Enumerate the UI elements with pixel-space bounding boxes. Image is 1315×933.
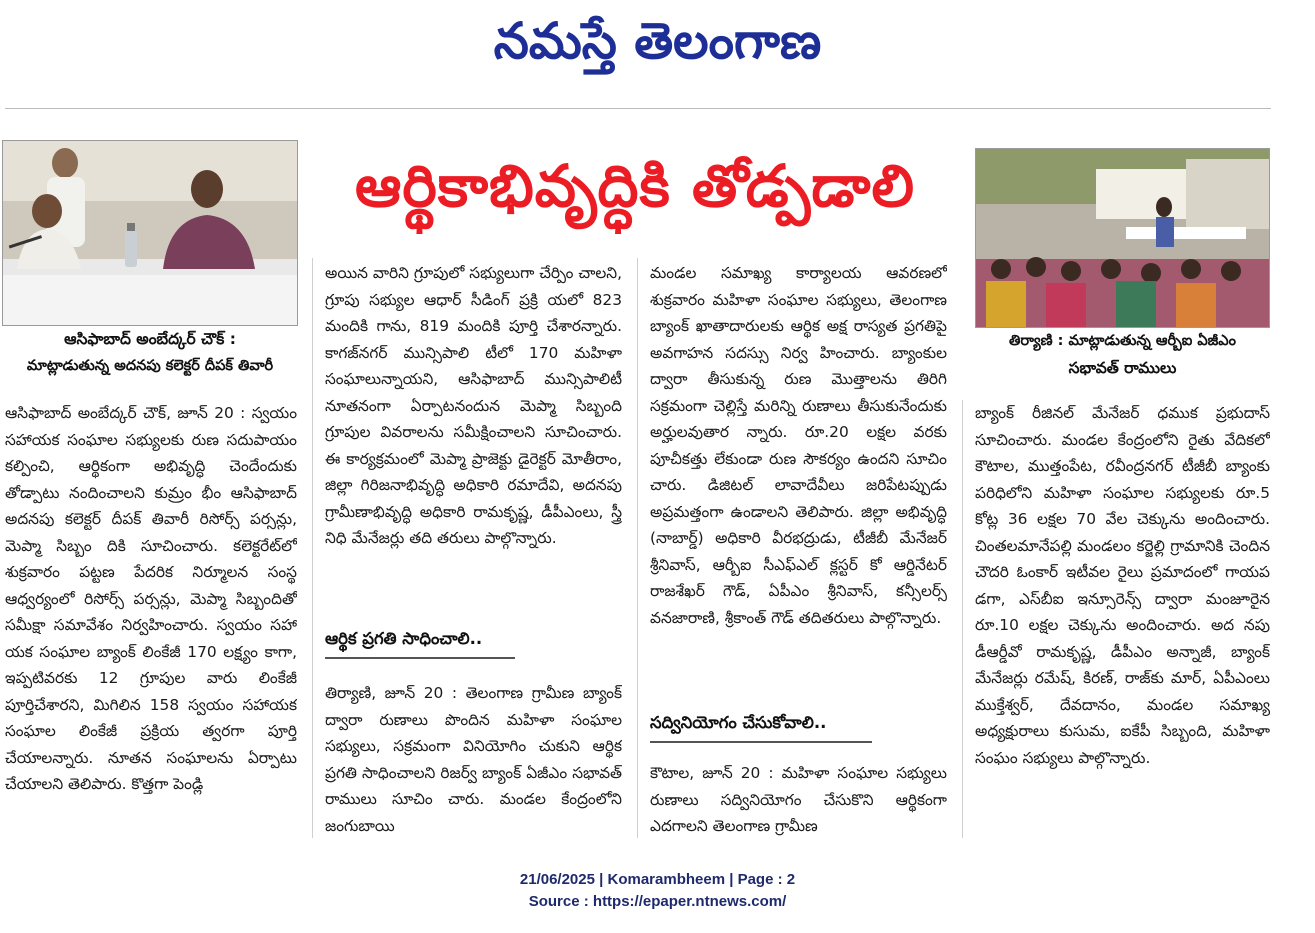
column-divider: [962, 400, 963, 838]
subheading-utilize: సద్వినియోగం చేసుకోవాలి..: [650, 713, 827, 732]
footer-date-edition: 21/06/2025 | Komarambheem | Page : 2: [519, 871, 796, 888]
subheading-economic-progress: ఆర్థిక ప్రగతి సాధించాలి..: [325, 629, 483, 648]
subheading-underline: [650, 741, 872, 743]
subheading-underline: [325, 657, 515, 659]
caption-right-line2: సభావత్ రాములు: [1068, 359, 1177, 377]
photo-right: [975, 148, 1270, 328]
caption-left-line1: ఆసిఫాబాద్ అంబేద్కర్ చౌక్ :: [64, 330, 236, 348]
masthead-divider: [5, 108, 1271, 109]
photo-left-caption: [2, 326, 298, 380]
article-column-4: బ్యాంక్ రీజినల్ మేనేజర్ ధముక ప్రభుదాస్ సూచించారు. మండల కేంద్రంలోని రైతు వేదికలో కౌటాల, ముత్తంపేట, రవీంద్రనగర్ టీజీబీ బ్యాంకు పరిధిలోని మహిళా సంఘాల సభ్యులకు రూ.5 కోట్ల 36 లక్షల 70 వేల చెక్కును అందించారు. చింతలమానేపల్లి మండలం కర్జెల్లి గ్రామానికి చెందిన చౌదరి ఓంకార్ ఇటీవల రైలు ప్రమాదంలో గాయప డగా, ఎస్‌బీఐ ఇన్సూరెన్స్ ద్వారా మంజూరైన రూ.10 లక్షల చెక్కును అందించారు. అద నపు డీఆర్డీవో రామకృష్ణ, డీపీఎం అన్నాజీ, బ్యాంక్ మేనేజర్లు రమేష్, కిరణ్, రాజ్‌కు మార్, ఏపీఎంలు ముక్తేశ్వర్, దేవదానం, మండల సమాఖ్య అధ్యక్షురాలు కుసుమ, ఐకేపీ సిబ్బంది, మహిళా సంఘం సభ్యులు పాల్గొన్నారు.: [975, 404, 1270, 767]
footer-source-link[interactable]: Source : https://epaper.ntnews.com/: [528, 893, 787, 910]
newspaper-masthead: నమస్తే తెలంగాణ: [493, 12, 822, 70]
photo-left: [2, 140, 298, 326]
caption-left-line2: మాట్లాడుతున్న అదనపు కలెక్టర్ దీపక్ తివారీ: [26, 358, 274, 374]
column-divider: [312, 258, 313, 838]
article-column-2-top: అయిన వారిని గ్రూపులో సభ్యులుగా చేర్పిం చాలని, గ్రూపు సభ్యుల ఆధార్ సీడింగ్ ప్రక్రి యలో 823 మందికి గాను, 819 మందికి పూర్తి చేశారన్నారు. కాగజ్‌నగర్ మున్సిపాలి టీలో 170 మహిళా సంఘాలున్నాయని, ఆసిఫాబాద్ మున్సిపాలిటీ నూతనంగా ఏర్పాటనందున మెప్మా సిబ్బంది గ్రూపుల వివరాలను సమీక్షించాలని సూచించారు. ఈ కార్యక్రమంలో మెప్మా ప్రాజెక్టు డైరెక్టర్ మోతీరాం, జిల్లా గిరిజనాభివృద్ధి అధికారి రమాదేవి, అదనపు గ్రామీణాభివృద్ధి అధికారి రామకృష్ణ, డీపీఎంలు, స్త్రీ నిధి మేనేజర్లు తది తరులు పాల్గొన్నారు.: [325, 264, 622, 547]
headline: ఆర్థికాభివృద్ధికి తోడ్పడాలి: [355, 152, 915, 220]
article-column-3-top: మండల సమాఖ్య కార్యాలయ ఆవరణలో శుక్రవారం మహిళా సంఘాల సభ్యులు, తెలంగాణ బ్యాంక్ ఖాతాదారులకు ఆర్థిక అక్ష రాస్యత ప్రగతిపై అవగాహన సదస్సు నిర్వ హించారు. బ్యాంకుల ద్వారా తీసుకున్న రుణ మొత్తాలను తిరిగి సక్రమంగా చెల్లిస్తే మరిన్ని రుణాలు తీసుకునేందుకు అర్హులవుతార న్నారు. రూ.20 లక్షల వరకు పూచీకత్తు లేకుండా రుణ సౌకర్యం ఉందని సూచిం చారు. డిజిటల్ లావాదేవీలు జరిపేటప్పుడు అప్రమత్తంగా ఉండాలని తెలిపారు. జిల్లా అభివృద్ధి (నాబార్డ్) అధికారి వీరభద్రుడు, టీజీబీ మేనేజర్ శ్రీనివాస్, ఆర్బీఐ సీఎఫ్‌ఎల్ క్లస్టర్ కో ఆర్డినేటర్ రాజశేఖర్ గౌడ్, ఏపీఎం శ్రీనివాస్, కన్సీలర్స్ వనజారాణి, శ్రీకాంత్ గౌడ్ తదితరులు పాల్గొన్నారు.: [650, 264, 947, 627]
article-column-1: ఆసిఫాబాద్ అంబేద్కర్ చౌక్, జూన్ 20 : స్వయం సహాయక సంఘాల సభ్యులకు రుణ సదుపాయం కల్పించి, ఆర్థికంగా అభివృద్ధి చెందేందుకు తోడ్పాటు నందించాలని కుమ్రం భీం ఆసిఫాబాద్ అదనపు కలెక్టర్ దీపక్ తివారీ రిసోర్స్ పర్సన్లు, మెప్మా సిబ్బం దికి సూచించారు. కలెక్టరేట్‌లో శుక్రవారం పట్టణ పేదరిక నిర్మూలన సంస్థ ఆధ్వర్యంలో రిసోర్స్ పర్సన్లు, మెప్మా సిబ్బందితో సమీక్షా సమావేశం నిర్వహించారు. స్వయం సహా యక సంఘాల బ్యాంక్ లింకేజీ 170 లక్ష్యం కాగా, ఇప్పటివరకు 12 గ్రూపుల వారు లింకేజీ పూర్తిచేశారని, మిగిలిన 158 స్వయం సహాయక సంఘాల లింకేజీ ప్రక్రియ త్వరగా పూర్తి చేయాలన్నారు. నూతన సంఘాలను ఏర్పాటు చేయాలని తెలిపారు. కొత్తగా పెండ్లి: [5, 404, 297, 793]
photo-right-image: [976, 149, 1269, 327]
article-column-3-bottom: కౌటాల, జూన్ 20 : మహిళా సంఘాల సభ్యులు రుణాలు సద్వినియోగం చేసుకొని ఆర్థికంగా ఎదగాలని తెలంగాణ గ్రామీణ: [650, 764, 947, 835]
photo-left-image: [3, 141, 297, 325]
article-column-2-bottom: తిర్యాణి, జూన్ 20 : తెలంగాణ గ్రామీణ బ్యాంక్ ద్వారా రుణాలు పొందిన మహిళా సంఘాల సభ్యులు, సక్రమంగా వినియోగిం చుకుని ఆర్థిక ప్రగతి సాధించాలని రిజర్వ్ బ్యాంక్ ఏజీఎం సభావత్ రాములు సూచిం చారు. మండల కేంద్రంలోని జంగుబాయి: [325, 684, 622, 835]
column-divider: [637, 258, 638, 838]
caption-right-line1: తిర్యాణి : మాట్లాడుతున్న ఆర్బీఐ ఏజీఎం: [1009, 333, 1236, 349]
photo-right-caption: [975, 328, 1270, 382]
